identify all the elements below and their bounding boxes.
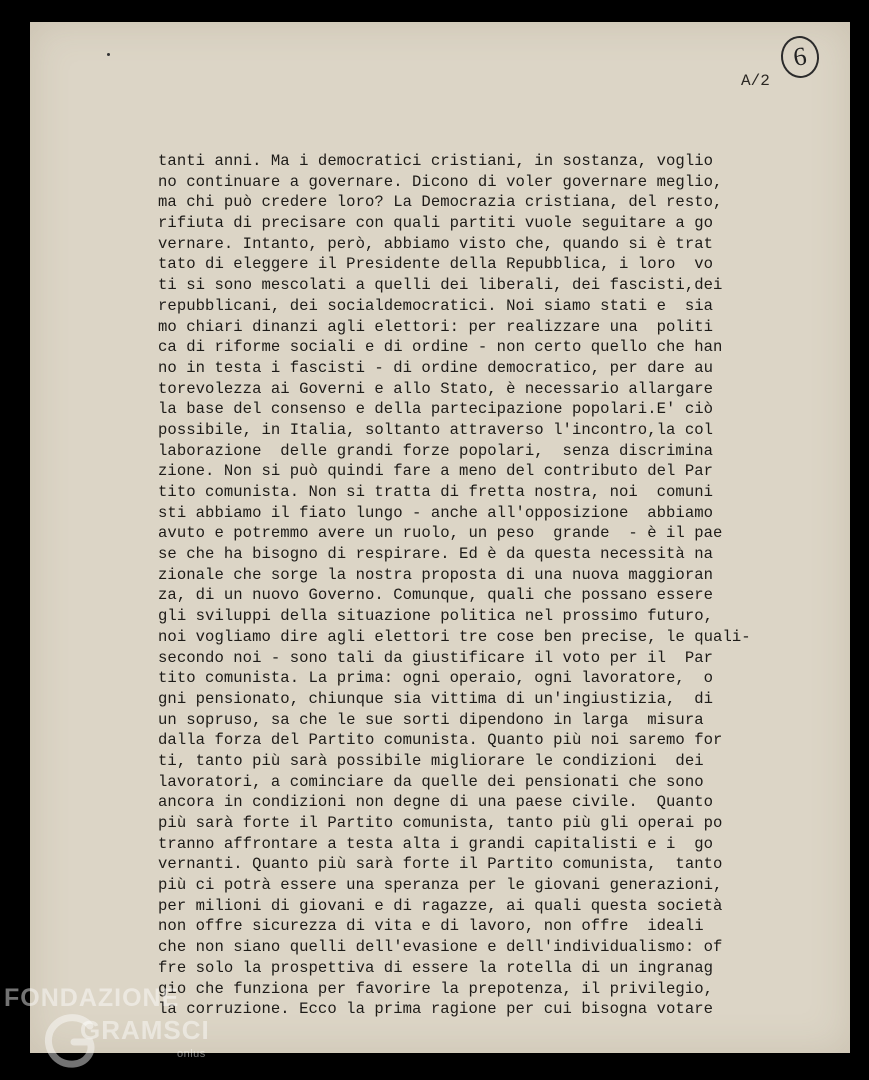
text-line: la base del consenso e della partecipazione popolari.E' ciò bbox=[158, 400, 714, 419]
text-line: tito comunista. Non si tratta di fretta nostra, noi comuni bbox=[158, 483, 714, 501]
text-line: laborazione delle grandi forze popolari, senza discrimina bbox=[158, 441, 714, 460]
text-line: tranno affrontare a testa alta i grandi capitalisti e i go bbox=[158, 834, 714, 853]
text-line: gni pensionato, chiunque sia vittima di un'ingiustizia, di bbox=[158, 689, 714, 708]
text-line: noi vogliamo dire agli elettori tre cose ben precise, le quali- bbox=[158, 627, 751, 646]
text-line: fre solo la prospettiva di essere la rotella di un ingranag bbox=[158, 958, 714, 977]
text-line: gio che funziona per favorire la prepotenza, il privilegio, bbox=[158, 979, 714, 998]
typed-body-text bbox=[158, 151, 788, 1020]
text-line: zione. Non si può quindi fare a meno del contributo del Par bbox=[158, 462, 714, 481]
text-line: tito comunista. La prima: ogni operaio, ogni lavoratore, o bbox=[158, 669, 714, 688]
typewritten-page bbox=[30, 22, 850, 1053]
text-line: non offre sicurezza di vita e di lavoro, non offre ideali bbox=[158, 917, 704, 936]
page-reference: A/2 bbox=[741, 72, 770, 90]
text-line: vernare. Intanto, però, abbiamo visto che, quando si è trat bbox=[158, 234, 714, 253]
text-line: mo chiari dinanzi agli elettori: per realizzare una politi bbox=[158, 317, 714, 336]
ink-dot bbox=[107, 53, 110, 56]
text-line: dalla forza del Partito comunista. Quanto più noi saremo for bbox=[158, 731, 723, 750]
text-line: sti abbiamo il fiato lungo - anche all'opposizione abbiamo bbox=[158, 503, 714, 522]
text-line: ma chi può credere loro? La Democrazia cristiana, del resto, bbox=[158, 193, 723, 212]
text-line: gli sviluppi della situazione politica nel prossimo futuro, bbox=[158, 607, 714, 626]
watermark-line-3: onlus bbox=[177, 1048, 206, 1060]
fondazione-gramsci-watermark bbox=[4, 984, 244, 1074]
text-line: ca di riforme sociali e di ordine - non certo quello che han bbox=[158, 338, 723, 357]
text-line: tato di eleggere il Presidente della Repubblica, i loro vo bbox=[158, 255, 714, 274]
text-line: rifiuta di precisare con quali partiti vuole seguitare a go bbox=[158, 214, 714, 233]
text-line: che non siano quelli dell'evasione e dell'individualismo: of bbox=[158, 938, 723, 957]
text-line: secondo noi - sono tali da giustificare il voto per il Par bbox=[158, 648, 714, 667]
text-line: no in testa i fascisti - di ordine democratico, per dare au bbox=[158, 358, 714, 377]
text-line: avuto e potremmo avere un ruolo, un peso grande - è il pae bbox=[158, 524, 723, 543]
text-line: ti si sono mescolati a quelli dei liberali, dei fascisti,dei bbox=[158, 276, 723, 295]
handwritten-page-number: 6 bbox=[778, 34, 821, 81]
watermark-line-1: FONDAZIONE bbox=[4, 984, 180, 1012]
text-line: ancora in condizioni non degne di una paese civile. Quanto bbox=[158, 793, 714, 812]
text-line: la corruzione. Ecco la prima ragione per cui bisogna votare bbox=[158, 1000, 714, 1019]
text-line: torevolezza ai Governi e allo Stato, è necessario allargare bbox=[158, 379, 714, 398]
text-line: più ci potrà essere una speranza per le giovani generazioni, bbox=[158, 876, 723, 895]
text-line: repubblicani, dei socialdemocratici. Noi siamo stati e sia bbox=[158, 296, 714, 315]
text-line: più sarà forte il Partito comunista, tanto più gli operai po bbox=[158, 814, 723, 832]
text-line: per milioni di giovani e di ragazze, ai quali questa società bbox=[158, 896, 723, 915]
watermark-line-2: GRAMSCI bbox=[80, 1015, 210, 1045]
text-line: zionale che sorge la nostra proposta di una nuova maggioran bbox=[158, 565, 714, 584]
text-line: possibile, in Italia, soltanto attraverso l'incontro,la col bbox=[158, 420, 714, 439]
text-line: tanti anni. Ma i democratici cristiani, in sostanza, voglio bbox=[158, 152, 714, 170]
text-line: se che ha bisogno di respirare. Ed è da questa necessità na bbox=[158, 545, 714, 564]
text-line: za, di un nuovo Governo. Comunque, quali che possano essere bbox=[158, 586, 714, 605]
text-line: vernanti. Quanto più sarà forte il Partito comunista, tanto bbox=[158, 855, 723, 874]
text-line: un sopruso, sa che le sue sorti dipendono in larga misura bbox=[158, 710, 704, 729]
text-line: lavoratori, a cominciare da quelle dei pensionati che sono bbox=[158, 772, 704, 791]
text-line: ti, tanto più sarà possibile migliorare le condizioni dei bbox=[158, 751, 704, 770]
text-line: no continuare a governare. Dicono di voler governare meglio, bbox=[158, 172, 723, 191]
